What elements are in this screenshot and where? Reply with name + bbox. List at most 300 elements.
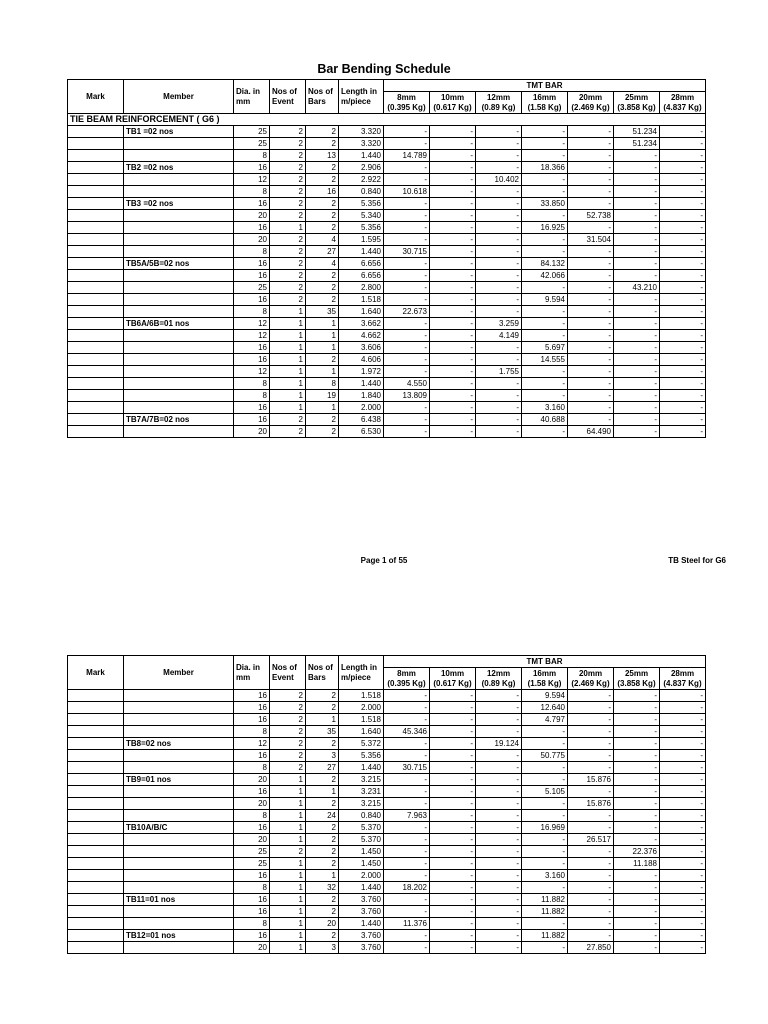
weight-cell-25mm: - bbox=[614, 774, 660, 786]
weight-cell-28mm: - bbox=[660, 738, 706, 750]
mark-cell bbox=[68, 930, 124, 942]
mark-cell bbox=[68, 366, 124, 378]
nos-event-cell: 2 bbox=[270, 762, 306, 774]
weight-cell-8mm: - bbox=[384, 258, 430, 270]
weight-cell-10mm: - bbox=[430, 222, 476, 234]
weight-cell-16mm: 40.688 bbox=[522, 414, 568, 426]
weight-cell-25mm: - bbox=[614, 810, 660, 822]
weight-cell-25mm: - bbox=[614, 762, 660, 774]
nos-bars-cell: 35 bbox=[306, 306, 339, 318]
length-cell: 3.662 bbox=[339, 318, 384, 330]
weight-cell-20mm: - bbox=[568, 246, 614, 258]
nos-event-cell: 2 bbox=[270, 270, 306, 282]
weight-cell-16mm: 5.105 bbox=[522, 786, 568, 798]
weight-cell-16mm: 14.555 bbox=[522, 354, 568, 366]
weight-cell-10mm: - bbox=[430, 942, 476, 954]
weight-cell-12mm: - bbox=[476, 126, 522, 138]
weight-cell-28mm: - bbox=[660, 150, 706, 162]
member-cell: TB5A/5B=02 nos bbox=[124, 258, 234, 270]
weight-cell-8mm: - bbox=[384, 930, 430, 942]
member-cell bbox=[124, 750, 234, 762]
nos-event-cell: 2 bbox=[270, 210, 306, 222]
weight-cell-20mm: 15.876 bbox=[568, 774, 614, 786]
weight-cell-12mm: - bbox=[476, 930, 522, 942]
member-cell bbox=[124, 246, 234, 258]
length-cell: 5.356 bbox=[339, 198, 384, 210]
weight-cell-16mm: 12.640 bbox=[522, 702, 568, 714]
weight-cell-10mm: - bbox=[430, 234, 476, 246]
nos-event-cell: 1 bbox=[270, 810, 306, 822]
table-row bbox=[68, 894, 706, 906]
length-cell: 1.518 bbox=[339, 690, 384, 702]
weight-cell-20mm: - bbox=[568, 906, 614, 918]
weight-cell-10mm: - bbox=[430, 414, 476, 426]
mark-cell bbox=[68, 270, 124, 282]
dia-cell: 8 bbox=[234, 378, 270, 390]
weight-cell-20mm: - bbox=[568, 750, 614, 762]
nos-bars-cell: 1 bbox=[306, 318, 339, 330]
weight-cell-28mm: - bbox=[660, 198, 706, 210]
nos-event-cell: 2 bbox=[270, 846, 306, 858]
weight-cell-16mm: 11.882 bbox=[522, 894, 568, 906]
nos-bars-cell: 1 bbox=[306, 366, 339, 378]
member-cell bbox=[124, 138, 234, 150]
table-row bbox=[68, 234, 706, 246]
nos-event-cell: 1 bbox=[270, 390, 306, 402]
footer-sheet-name: TB Steel for G6 bbox=[668, 556, 726, 565]
weight-cell-20mm: 26.517 bbox=[568, 834, 614, 846]
length-cell: 3.606 bbox=[339, 342, 384, 354]
weight-cell-25mm: 43.210 bbox=[614, 282, 660, 294]
weight-cell-10mm: - bbox=[430, 798, 476, 810]
nos-bars-cell: 1 bbox=[306, 786, 339, 798]
dia-cell: 16 bbox=[234, 258, 270, 270]
weight-cell-16mm: - bbox=[522, 318, 568, 330]
weight-cell-16mm: - bbox=[522, 858, 568, 870]
dia-cell: 12 bbox=[234, 366, 270, 378]
weight-cell-10mm: - bbox=[430, 426, 476, 438]
table-row bbox=[68, 174, 706, 186]
weight-cell-12mm: - bbox=[476, 282, 522, 294]
weight-cell-25mm: - bbox=[614, 942, 660, 954]
length-cell: 0.840 bbox=[339, 810, 384, 822]
header-nos-event: Nos of Event bbox=[270, 80, 306, 114]
dia-cell: 12 bbox=[234, 174, 270, 186]
weight-cell-20mm: - bbox=[568, 918, 614, 930]
length-cell: 1.640 bbox=[339, 726, 384, 738]
header-size-weight: (1.58 Kg) bbox=[527, 102, 562, 112]
table-row bbox=[68, 330, 706, 342]
weight-cell-28mm: - bbox=[660, 786, 706, 798]
weight-cell-28mm: - bbox=[660, 186, 706, 198]
weight-cell-20mm: - bbox=[568, 414, 614, 426]
length-cell: 2.000 bbox=[339, 870, 384, 882]
weight-cell-12mm: - bbox=[476, 774, 522, 786]
table-row bbox=[68, 390, 706, 402]
member-cell bbox=[124, 942, 234, 954]
weight-cell-28mm: - bbox=[660, 414, 706, 426]
dia-cell: 20 bbox=[234, 798, 270, 810]
weight-cell-25mm: - bbox=[614, 294, 660, 306]
weight-cell-8mm: 7.963 bbox=[384, 810, 430, 822]
weight-cell-12mm: 3.259 bbox=[476, 318, 522, 330]
weight-cell-25mm: - bbox=[614, 222, 660, 234]
weight-cell-28mm: - bbox=[660, 858, 706, 870]
header-size-8mm bbox=[384, 668, 430, 690]
weight-cell-28mm: - bbox=[660, 714, 706, 726]
header-size-label: 10mm bbox=[440, 669, 465, 678]
dia-cell: 25 bbox=[234, 138, 270, 150]
weight-cell-16mm: 16.969 bbox=[522, 822, 568, 834]
weight-cell-10mm: - bbox=[430, 750, 476, 762]
member-cell: TB6A/6B=01 nos bbox=[124, 318, 234, 330]
length-cell: 1.440 bbox=[339, 378, 384, 390]
length-cell: 3.320 bbox=[339, 126, 384, 138]
weight-cell-25mm: - bbox=[614, 882, 660, 894]
weight-cell-12mm: 4.149 bbox=[476, 330, 522, 342]
dia-cell: 25 bbox=[234, 858, 270, 870]
weight-cell-8mm: 22.673 bbox=[384, 306, 430, 318]
length-cell: 1.450 bbox=[339, 846, 384, 858]
dia-cell: 25 bbox=[234, 282, 270, 294]
weight-cell-8mm: 13.809 bbox=[384, 390, 430, 402]
weight-cell-20mm: - bbox=[568, 402, 614, 414]
member-cell: TB11=01 nos bbox=[124, 894, 234, 906]
mark-cell bbox=[68, 762, 124, 774]
header-nos-event: Nos of Event bbox=[270, 656, 306, 690]
table-row bbox=[68, 150, 706, 162]
member-cell bbox=[124, 402, 234, 414]
weight-cell-10mm: - bbox=[430, 282, 476, 294]
header-size-10mm bbox=[430, 92, 476, 114]
weight-cell-25mm: - bbox=[614, 150, 660, 162]
header-size-12mm bbox=[476, 92, 522, 114]
table-row bbox=[68, 138, 706, 150]
length-cell: 3.215 bbox=[339, 774, 384, 786]
weight-cell-25mm: 51.234 bbox=[614, 138, 660, 150]
dia-cell: 16 bbox=[234, 870, 270, 882]
dia-cell: 16 bbox=[234, 714, 270, 726]
weight-cell-8mm: - bbox=[384, 198, 430, 210]
weight-cell-8mm: - bbox=[384, 738, 430, 750]
weight-cell-20mm: 52.738 bbox=[568, 210, 614, 222]
length-cell: 5.356 bbox=[339, 750, 384, 762]
weight-cell-25mm: - bbox=[614, 918, 660, 930]
header-size-label: 10mm bbox=[440, 93, 465, 102]
table-row bbox=[68, 270, 706, 282]
weight-cell-20mm: - bbox=[568, 282, 614, 294]
weight-cell-12mm: - bbox=[476, 906, 522, 918]
member-cell bbox=[124, 270, 234, 282]
mark-cell bbox=[68, 906, 124, 918]
weight-cell-12mm: - bbox=[476, 306, 522, 318]
header-size-28mm bbox=[660, 668, 706, 690]
dia-cell: 8 bbox=[234, 726, 270, 738]
nos-event-cell: 1 bbox=[270, 894, 306, 906]
weight-cell-8mm: - bbox=[384, 210, 430, 222]
header-size-weight: (0.89 Kg) bbox=[481, 678, 516, 688]
table-row bbox=[68, 402, 706, 414]
weight-cell-20mm: - bbox=[568, 186, 614, 198]
member-cell: TB12=01 nos bbox=[124, 930, 234, 942]
weight-cell-20mm: - bbox=[568, 870, 614, 882]
nos-event-cell: 2 bbox=[270, 150, 306, 162]
nos-event-cell: 1 bbox=[270, 306, 306, 318]
member-cell bbox=[124, 354, 234, 366]
weight-cell-10mm: - bbox=[430, 390, 476, 402]
weight-cell-12mm: - bbox=[476, 726, 522, 738]
length-cell: 5.356 bbox=[339, 222, 384, 234]
weight-cell-10mm: - bbox=[430, 366, 476, 378]
weight-cell-25mm: - bbox=[614, 738, 660, 750]
weight-cell-16mm: - bbox=[522, 426, 568, 438]
dia-cell: 20 bbox=[234, 210, 270, 222]
dia-cell: 16 bbox=[234, 162, 270, 174]
weight-cell-20mm: - bbox=[568, 222, 614, 234]
mark-cell bbox=[68, 414, 124, 426]
weight-cell-25mm: - bbox=[614, 702, 660, 714]
weight-cell-10mm: - bbox=[430, 906, 476, 918]
member-cell: TB8=02 nos bbox=[124, 738, 234, 750]
nos-event-cell: 2 bbox=[270, 282, 306, 294]
weight-cell-16mm: 84.132 bbox=[522, 258, 568, 270]
weight-cell-12mm: - bbox=[476, 138, 522, 150]
header-nos-bars: Nos of Bars bbox=[306, 656, 339, 690]
length-cell: 3.760 bbox=[339, 930, 384, 942]
weight-cell-25mm: - bbox=[614, 162, 660, 174]
header-size-weight: (0.89 Kg) bbox=[481, 102, 516, 112]
mark-cell bbox=[68, 738, 124, 750]
nos-bars-cell: 2 bbox=[306, 798, 339, 810]
nos-bars-cell: 27 bbox=[306, 246, 339, 258]
mark-cell bbox=[68, 942, 124, 954]
nos-event-cell: 2 bbox=[270, 174, 306, 186]
weight-cell-20mm: - bbox=[568, 690, 614, 702]
length-cell: 4.606 bbox=[339, 354, 384, 366]
mark-cell bbox=[68, 810, 124, 822]
weight-cell-10mm: - bbox=[430, 834, 476, 846]
dia-cell: 16 bbox=[234, 270, 270, 282]
nos-bars-cell: 2 bbox=[306, 198, 339, 210]
page-number: Page 1 of 55 bbox=[360, 556, 408, 565]
weight-cell-16mm: - bbox=[522, 726, 568, 738]
dia-cell: 16 bbox=[234, 354, 270, 366]
length-cell: 6.530 bbox=[339, 426, 384, 438]
weight-cell-16mm: - bbox=[522, 846, 568, 858]
weight-cell-8mm: - bbox=[384, 402, 430, 414]
table-row bbox=[68, 906, 706, 918]
length-cell: 1.440 bbox=[339, 246, 384, 258]
weight-cell-28mm: - bbox=[660, 870, 706, 882]
weight-cell-28mm: - bbox=[660, 906, 706, 918]
weight-cell-8mm: - bbox=[384, 702, 430, 714]
nos-event-cell: 1 bbox=[270, 822, 306, 834]
header-size-10mm bbox=[430, 668, 476, 690]
weight-cell-8mm: 4.550 bbox=[384, 378, 430, 390]
weight-cell-10mm: - bbox=[430, 738, 476, 750]
weight-cell-8mm: - bbox=[384, 234, 430, 246]
table-row bbox=[68, 930, 706, 942]
weight-cell-25mm: 51.234 bbox=[614, 126, 660, 138]
dia-cell: 8 bbox=[234, 762, 270, 774]
length-cell: 1.640 bbox=[339, 306, 384, 318]
weight-cell-8mm: - bbox=[384, 834, 430, 846]
weight-cell-16mm: 16.925 bbox=[522, 222, 568, 234]
weight-cell-16mm: - bbox=[522, 210, 568, 222]
nos-event-cell: 1 bbox=[270, 342, 306, 354]
weight-cell-10mm: - bbox=[430, 342, 476, 354]
weight-cell-10mm: - bbox=[430, 378, 476, 390]
table-row bbox=[68, 786, 706, 798]
weight-cell-25mm: - bbox=[614, 426, 660, 438]
nos-bars-cell: 1 bbox=[306, 870, 339, 882]
weight-cell-10mm: - bbox=[430, 318, 476, 330]
member-cell bbox=[124, 834, 234, 846]
weight-cell-25mm: - bbox=[614, 402, 660, 414]
mark-cell bbox=[68, 258, 124, 270]
table-row bbox=[68, 198, 706, 210]
weight-cell-8mm: - bbox=[384, 174, 430, 186]
dia-cell: 16 bbox=[234, 822, 270, 834]
weight-cell-12mm: - bbox=[476, 426, 522, 438]
nos-event-cell: 1 bbox=[270, 774, 306, 786]
header-size-label: 20mm bbox=[578, 669, 603, 678]
weight-cell-16mm: - bbox=[522, 126, 568, 138]
weight-cell-12mm: - bbox=[476, 414, 522, 426]
length-cell: 5.370 bbox=[339, 834, 384, 846]
table-row bbox=[68, 822, 706, 834]
dia-cell: 16 bbox=[234, 690, 270, 702]
length-cell: 3.760 bbox=[339, 906, 384, 918]
weight-cell-25mm: - bbox=[614, 930, 660, 942]
header-size-weight: (0.395 Kg) bbox=[387, 678, 426, 688]
dia-cell: 25 bbox=[234, 126, 270, 138]
weight-cell-10mm: - bbox=[430, 894, 476, 906]
table-row bbox=[68, 870, 706, 882]
weight-cell-16mm: 42.066 bbox=[522, 270, 568, 282]
table-row bbox=[68, 762, 706, 774]
length-cell: 1.840 bbox=[339, 390, 384, 402]
weight-cell-12mm: - bbox=[476, 762, 522, 774]
weight-cell-10mm: - bbox=[430, 810, 476, 822]
header-member: Member bbox=[124, 656, 234, 690]
weight-cell-12mm: - bbox=[476, 798, 522, 810]
weight-cell-10mm: - bbox=[430, 702, 476, 714]
weight-cell-28mm: - bbox=[660, 702, 706, 714]
weight-cell-28mm: - bbox=[660, 918, 706, 930]
header-size-16mm bbox=[522, 668, 568, 690]
weight-cell-12mm: - bbox=[476, 882, 522, 894]
weight-cell-12mm: - bbox=[476, 270, 522, 282]
weight-cell-28mm: - bbox=[660, 306, 706, 318]
mark-cell bbox=[68, 282, 124, 294]
weight-cell-8mm: - bbox=[384, 414, 430, 426]
weight-cell-10mm: - bbox=[430, 126, 476, 138]
nos-bars-cell: 2 bbox=[306, 738, 339, 750]
table-row bbox=[68, 918, 706, 930]
weight-cell-16mm: - bbox=[522, 138, 568, 150]
dia-cell: 16 bbox=[234, 402, 270, 414]
nos-event-cell: 2 bbox=[270, 690, 306, 702]
weight-cell-12mm: - bbox=[476, 198, 522, 210]
weight-cell-28mm: - bbox=[660, 270, 706, 282]
weight-cell-8mm: - bbox=[384, 282, 430, 294]
dia-cell: 12 bbox=[234, 738, 270, 750]
weight-cell-28mm: - bbox=[660, 366, 706, 378]
nos-bars-cell: 2 bbox=[306, 222, 339, 234]
weight-cell-12mm: - bbox=[476, 870, 522, 882]
header-size-28mm bbox=[660, 92, 706, 114]
length-cell: 6.438 bbox=[339, 414, 384, 426]
length-cell: 5.372 bbox=[339, 738, 384, 750]
weight-cell-8mm: - bbox=[384, 330, 430, 342]
nos-bars-cell: 2 bbox=[306, 162, 339, 174]
weight-cell-12mm: - bbox=[476, 702, 522, 714]
header-size-label: 12mm bbox=[486, 93, 511, 102]
dia-cell: 16 bbox=[234, 750, 270, 762]
nos-bars-cell: 2 bbox=[306, 846, 339, 858]
bar-bending-table-page-1 bbox=[67, 79, 706, 438]
nos-bars-cell: 19 bbox=[306, 390, 339, 402]
nos-event-cell: 2 bbox=[270, 126, 306, 138]
header-tmt-bar: TMT BAR bbox=[384, 656, 706, 668]
length-cell: 5.370 bbox=[339, 822, 384, 834]
weight-cell-16mm: - bbox=[522, 246, 568, 258]
header-size-label: 12mm bbox=[486, 669, 511, 678]
mark-cell bbox=[68, 330, 124, 342]
nos-bars-cell: 32 bbox=[306, 882, 339, 894]
weight-cell-28mm: - bbox=[660, 846, 706, 858]
dia-cell: 20 bbox=[234, 426, 270, 438]
mark-cell bbox=[68, 750, 124, 762]
weight-cell-20mm: - bbox=[568, 378, 614, 390]
section-title: TIE BEAM REINFORCEMENT ( G6 ) bbox=[68, 114, 706, 126]
member-cell bbox=[124, 906, 234, 918]
nos-event-cell: 2 bbox=[270, 138, 306, 150]
length-cell: 3.760 bbox=[339, 894, 384, 906]
weight-cell-16mm: - bbox=[522, 366, 568, 378]
weight-cell-12mm: - bbox=[476, 294, 522, 306]
weight-cell-10mm: - bbox=[430, 246, 476, 258]
weight-cell-28mm: - bbox=[660, 882, 706, 894]
nos-event-cell: 2 bbox=[270, 702, 306, 714]
table-row bbox=[68, 846, 706, 858]
dia-cell: 20 bbox=[234, 234, 270, 246]
nos-event-cell: 2 bbox=[270, 414, 306, 426]
weight-cell-28mm: - bbox=[660, 174, 706, 186]
mark-cell bbox=[68, 870, 124, 882]
table-row bbox=[68, 882, 706, 894]
weight-cell-28mm: - bbox=[660, 798, 706, 810]
mark-cell bbox=[68, 702, 124, 714]
weight-cell-16mm: - bbox=[522, 798, 568, 810]
weight-cell-20mm: - bbox=[568, 354, 614, 366]
mark-cell bbox=[68, 198, 124, 210]
weight-cell-20mm: - bbox=[568, 846, 614, 858]
header-member: Member bbox=[124, 80, 234, 114]
mark-cell bbox=[68, 774, 124, 786]
member-cell bbox=[124, 786, 234, 798]
mark-cell bbox=[68, 726, 124, 738]
weight-cell-20mm: 15.876 bbox=[568, 798, 614, 810]
member-cell bbox=[124, 870, 234, 882]
mark-cell bbox=[68, 918, 124, 930]
member-cell bbox=[124, 378, 234, 390]
member-cell bbox=[124, 390, 234, 402]
weight-cell-8mm: 11.376 bbox=[384, 918, 430, 930]
header-size-25mm bbox=[614, 668, 660, 690]
nos-bars-cell: 8 bbox=[306, 378, 339, 390]
